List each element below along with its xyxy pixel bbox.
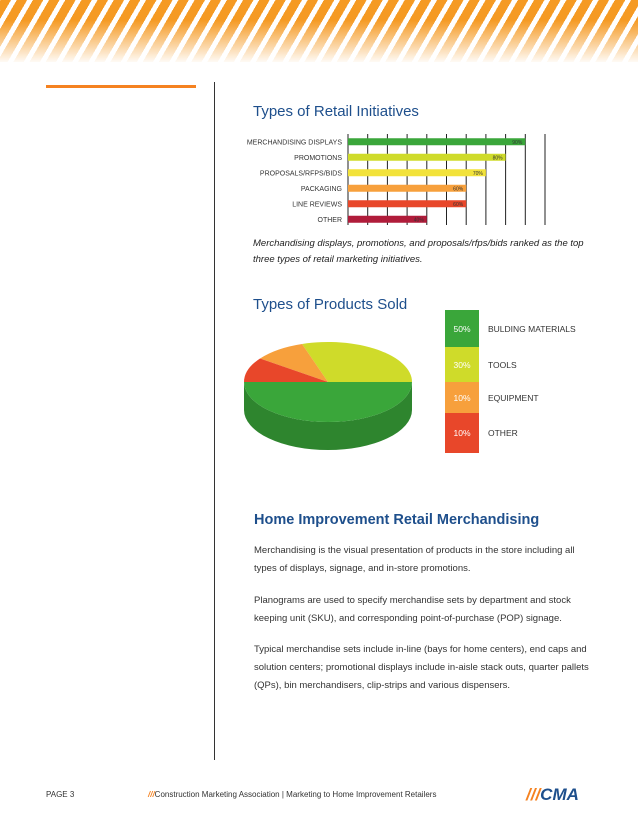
legend-swatch: 10% xyxy=(445,413,479,453)
bar-category-label: PROMOTIONS xyxy=(294,154,342,162)
footer-org: Construction Marketing Association xyxy=(154,790,280,799)
footer-slashes: /// xyxy=(148,790,155,799)
footer-doc-title: Marketing to Home Improvement Retailers xyxy=(286,790,437,799)
bar-value-label: 80% xyxy=(492,155,503,162)
legend-label: OTHER xyxy=(488,428,518,438)
cma-logo xyxy=(526,785,579,805)
page-number: PAGE 3 xyxy=(46,790,75,799)
stripe-fade xyxy=(0,20,638,64)
bar-value-label: 70% xyxy=(472,170,483,177)
bar xyxy=(348,185,466,192)
bar-category-label: OTHER xyxy=(317,216,342,224)
footer-title xyxy=(148,790,436,799)
legend-swatch: 50% xyxy=(445,310,479,347)
bar-category-label: MERCHANDISING DISPLAYS xyxy=(246,139,342,147)
column-divider xyxy=(214,82,215,760)
orange-divider xyxy=(46,85,196,88)
bar xyxy=(348,200,466,207)
products-pie-chart xyxy=(236,330,416,470)
article-paragraph-3: Typical merchandise sets include in-line (bays for home centers), end caps and solution centers; promotional displays include in-aisle stack outs, quarter pallets (QPs), bin merchandisers, clip-strips and various dispensers. xyxy=(254,644,589,691)
article-paragraph-1: Merchandising is the visual presentation of products in the store including all types of displays, signage, and in-store promotions. xyxy=(254,545,575,574)
footer-separator: | xyxy=(281,790,284,799)
article-paragraph-2: Planograms are used to specify merchandise sets by department and stock keeping unit (SKU), and corresponding point-of-purchase (POP) signage. xyxy=(254,595,571,624)
legend-label: EQUIPMENT xyxy=(488,392,539,403)
bar-category-label: PROPOSALS/RFPS/BIDS xyxy=(259,170,342,178)
bar xyxy=(348,138,525,145)
logo-slashes: /// xyxy=(526,785,541,804)
bar-category-label: LINE REVIEWS xyxy=(292,201,342,209)
products-chart-title: Types of Products Sold xyxy=(253,296,408,313)
bar-value-label: 40% xyxy=(413,217,424,224)
bar-category-label: PACKAGING xyxy=(300,185,342,193)
legend-label: BULDING MATERIALS xyxy=(488,323,576,334)
bar xyxy=(348,169,486,176)
retail-initiatives-bar-chart xyxy=(240,130,550,225)
logo-text: CMA xyxy=(540,785,579,804)
legend-label: TOOLS xyxy=(488,359,517,370)
retail-chart-caption: Merchandising displays, promotions, and proposals/rfps/bids ranked as the top three types of retail marketing initiatives. xyxy=(253,238,584,265)
legend-swatch: 30% xyxy=(445,347,479,382)
bar-value-label: 60% xyxy=(453,186,464,193)
bar-value-label: 60% xyxy=(453,201,464,208)
bar xyxy=(348,154,506,161)
bar-value-label: 90% xyxy=(512,139,523,146)
retail-chart-title: Types of Retail Initiatives xyxy=(253,103,419,120)
legend-swatch: 10% xyxy=(445,382,479,413)
article-heading: Home Improvement Retail Merchandising xyxy=(254,512,540,528)
